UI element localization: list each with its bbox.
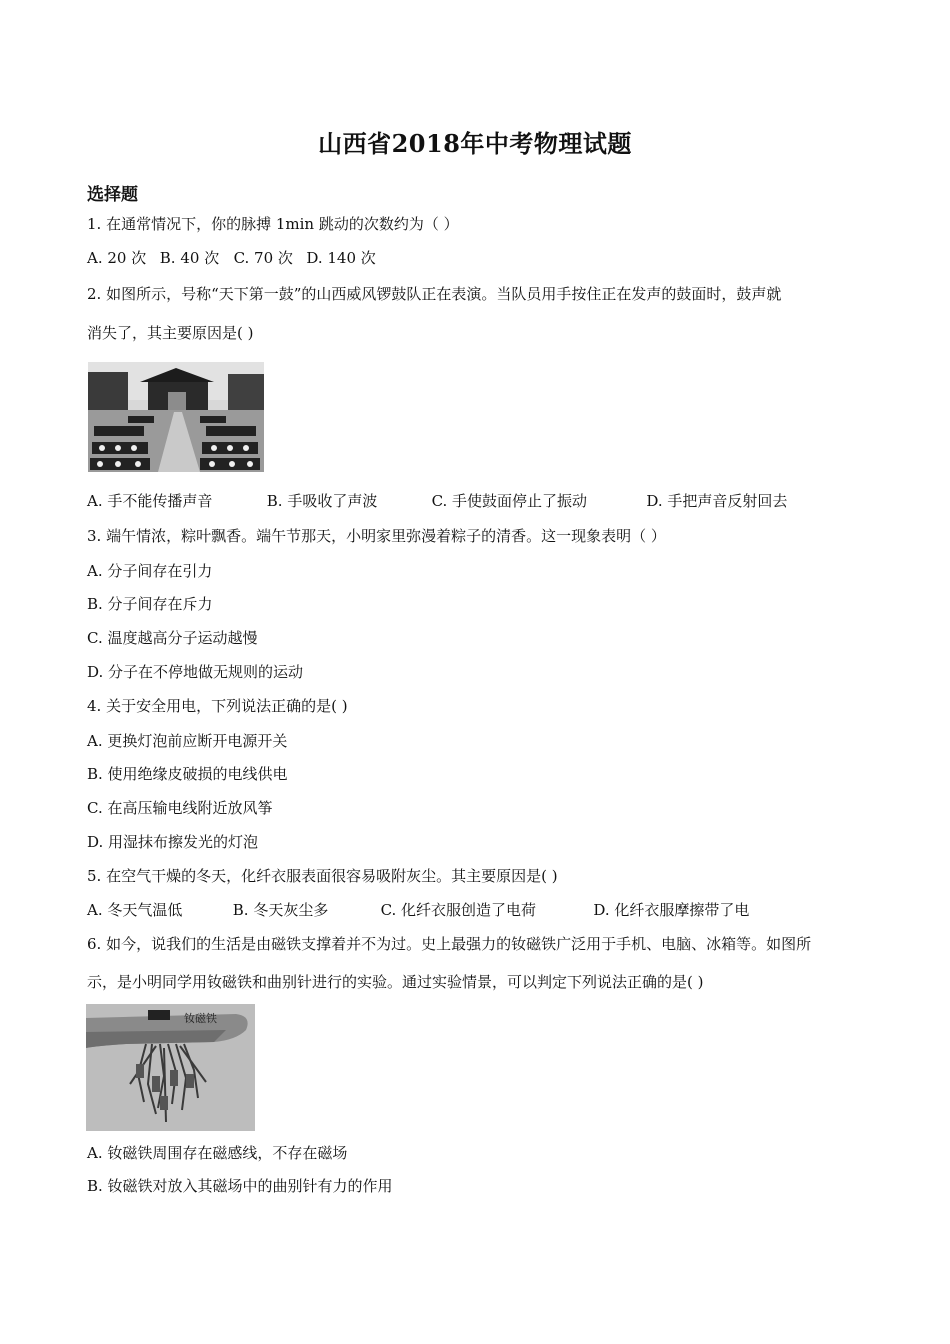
question-3-text: 3. 端午情浓，粽叶飘香。端午节那天，小明家里弥漫着粽子的清香。这一现象表明（ ） — [87, 527, 666, 545]
question-3-option-a: A. 分子间存在引力 — [87, 562, 213, 580]
page-title: 山西省2018年中考物理试题 — [318, 129, 632, 158]
option-c: C. 70 次 — [233, 249, 293, 267]
question-4-option-b: B. 使用绝缘皮破损的电线供电 — [87, 765, 288, 783]
question-3-option-c: C. 温度越高分子运动越慢 — [87, 629, 258, 647]
drum-performance-photo — [88, 362, 264, 472]
question-4-option-c: C. 在高压输电线附近放风筝 — [87, 799, 273, 817]
question-6-text: 6. 如今，说我们的生活是由磁铁支撑着并不为过。史上最强力的钕磁铁广泛用于手机、电脑、冰箱等。如图所 — [87, 935, 812, 953]
question-3-option-b: B. 分子间存在斥力 — [87, 595, 213, 613]
question-1-text: 1. 在通常情况下，你的脉搏 1min 跳动的次数约为（ ） — [87, 215, 459, 233]
option-a: A. 冬天气温低 — [87, 901, 183, 919]
question-2-options — [87, 491, 787, 511]
question-2-text: 2. 如图所示，号称“天下第一鼓”的山西威风锣鼓队正在表演。当队员用手按住正在发声的鼓面时，鼓声就 — [87, 285, 782, 303]
option-c: C. 化纤衣服创造了电荷 — [380, 901, 537, 919]
question-6-option-a: A. 钕磁铁周围存在磁感线，不存在磁场 — [87, 1144, 348, 1162]
magnet-experiment-photo — [86, 1004, 255, 1131]
option-d: D. 化纤衣服摩擦带了电 — [593, 901, 750, 919]
question-4-option-d: D. 用湿抹布擦发光的灯泡 — [87, 833, 259, 851]
option-d: D. 手把声音反射回去 — [646, 492, 788, 510]
question-1-options — [87, 248, 376, 268]
option-a: A. 20 次 — [87, 249, 147, 267]
magnet-photo-graphic — [86, 1004, 255, 1131]
question-4-text: 4. 关于安全用电，下列说法正确的是( ) — [87, 697, 348, 715]
option-d: D. 140 次 — [306, 249, 376, 267]
question-6-text-cont: 示，是小明同学用钕磁铁和曲别针进行的实验。通过实验情景，可以判定下列说法正确的是( ) — [87, 973, 704, 991]
option-b: B. 手吸收了声波 — [266, 492, 378, 510]
question-3-option-d: D. 分子在不停地做无规则的运动 — [87, 663, 304, 681]
question-5-options — [87, 900, 749, 920]
question-4-option-a: A. 更换灯泡前应断开电源开关 — [87, 732, 288, 750]
option-c: C. 手使鼓面停止了振动 — [431, 492, 588, 510]
question-5-text: 5. 在空气干燥的冬天，化纤衣服表面很容易吸附灰尘。其主要原因是( ) — [87, 867, 558, 885]
question-2-text-cont: 消失了，其主要原因是( ) — [87, 324, 254, 342]
option-a: A. 手不能传播声音 — [87, 492, 213, 510]
option-b: B. 40 次 — [159, 249, 220, 267]
section-heading: 选择题 — [87, 185, 138, 205]
question-6-option-b: B. 钕磁铁对放入其磁场中的曲别针有力的作用 — [87, 1177, 393, 1195]
option-b: B. 冬天灰尘多 — [232, 901, 329, 919]
magnet-image-label: 钕磁铁 — [184, 1012, 217, 1025]
drum-photo-graphic — [88, 362, 264, 472]
